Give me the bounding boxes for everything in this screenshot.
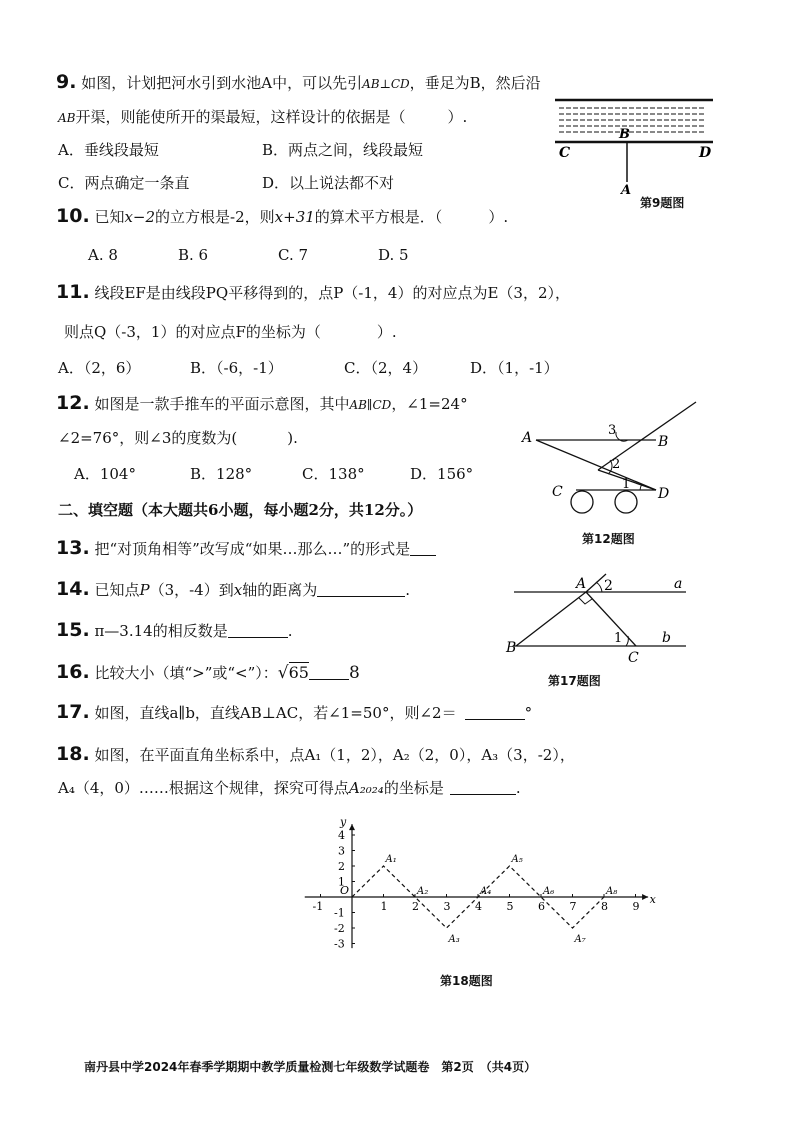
question-number: 9.	[56, 71, 77, 93]
option-d[interactable]: D．156°	[410, 465, 474, 483]
point-label: A₄	[480, 886, 492, 897]
question-17	[56, 702, 532, 723]
question-text: 的立方根是-2，则	[155, 208, 275, 226]
label-angle-2: 2	[612, 457, 621, 472]
label-angle-3: 3	[608, 423, 617, 438]
option-a[interactable]: A. 8	[88, 246, 118, 264]
y-tick-label: 1	[338, 875, 345, 889]
math-expression: x+31	[274, 208, 315, 226]
option-c[interactable]: C. 7	[278, 246, 309, 264]
sqrt-symbol: √	[277, 663, 289, 683]
question-text: 如图，在平面直角坐标系中，点A₁（1，2），A₂（2，0），A₃（3，-2），	[94, 746, 575, 764]
question-11	[56, 282, 570, 303]
answer-blank[interactable]	[410, 541, 436, 556]
wheel-right	[615, 491, 637, 513]
question-number: 16.	[56, 661, 90, 683]
point-label: A₇	[574, 934, 586, 945]
x-tick-label: 9	[632, 900, 640, 913]
figure-17	[506, 570, 696, 666]
answer-blank[interactable]	[309, 665, 349, 680]
segment-extension	[586, 574, 606, 592]
point-label: A₆	[543, 886, 555, 897]
question-9	[56, 72, 541, 94]
segment-ab	[516, 592, 586, 646]
period: .	[405, 581, 410, 599]
label-angle-1: 1	[622, 477, 631, 492]
question-text: 如图是一款手推车的平面示意图，其中	[94, 395, 350, 413]
y-axis-arrow	[349, 824, 355, 830]
option-c[interactable]: C．138°	[302, 465, 365, 483]
question-text: 已知点	[94, 581, 140, 599]
x-tick-label: 2	[412, 900, 419, 913]
math-expression: A₂₀₂₄	[348, 779, 384, 797]
figure-12-caption: 第12题图	[582, 532, 635, 546]
paren-close: ）.	[376, 323, 397, 341]
rhs-value: 8	[348, 663, 360, 683]
math-expression: x	[233, 581, 243, 599]
label-b: B	[658, 434, 669, 450]
radicand: 65	[288, 663, 309, 682]
math-expression: AB⊥CD	[362, 77, 410, 91]
answer-blank[interactable]	[450, 780, 516, 795]
label-line-b: b	[662, 630, 671, 646]
question-9-line2	[58, 107, 467, 128]
x-tick-label: -1	[312, 900, 324, 913]
question-text: 如图，直线a∥b，直线AB⊥AC，若∠1=50°，则∠2＝	[94, 704, 457, 722]
angle-1-arc	[626, 636, 628, 646]
paren-close: ）.	[488, 208, 509, 226]
period: .	[515, 779, 521, 797]
section-heading: 二、填空题（本大题共6小题，每小题2分，共12分。）	[58, 501, 423, 519]
question-text: 已知	[94, 208, 125, 226]
figure-12	[520, 398, 720, 516]
point-label: A₁	[385, 854, 397, 865]
option-c[interactable]: C．（2，4）	[344, 359, 428, 377]
paren-close: ).	[287, 429, 298, 447]
answer-blank[interactable]	[317, 582, 405, 597]
option-a[interactable]: A．104°	[74, 465, 136, 483]
wheel-left	[571, 491, 593, 513]
y-tick-label: -2	[334, 922, 345, 935]
angle-2-arc	[596, 582, 602, 592]
x-tick-label: 4	[475, 900, 482, 913]
paren-close: ）.	[447, 108, 468, 126]
math-expression: P	[139, 581, 150, 599]
figure-18-caption: 第18题图	[440, 974, 493, 988]
question-12-line2	[58, 428, 298, 448]
point-label: A₃	[448, 934, 460, 945]
question-text: 开渠，则能使所开的渠最短，这样设计的依据是（	[75, 108, 406, 126]
question-16	[56, 662, 360, 683]
option-c[interactable]: C．两点确定一条直	[58, 174, 190, 192]
answer-blank[interactable]	[228, 623, 288, 638]
question-12	[56, 393, 468, 415]
y-tick-label: 4	[338, 829, 345, 842]
point-label: A₂	[417, 886, 429, 897]
point-label: A₅	[511, 854, 523, 865]
question-15	[56, 620, 293, 641]
label-c-point: C	[628, 650, 639, 666]
label-angle-2: 2	[604, 578, 613, 594]
y-tick-label: 2	[338, 860, 345, 873]
question-text: π—3.14的相反数是	[94, 622, 228, 640]
question-11-line2	[64, 322, 397, 342]
question-13	[56, 538, 436, 559]
option-d[interactable]: D. 5	[378, 246, 409, 264]
label-line-a: a	[674, 576, 683, 592]
option-d[interactable]: D．以上说法都不对	[262, 174, 395, 192]
handle-segment-ad	[536, 440, 656, 490]
question-text: （3，-4）到	[149, 581, 234, 599]
question-text: 则点Q（-3，1）的对应点F的坐标为（	[64, 323, 321, 341]
math-expression: AB	[58, 111, 76, 125]
x-tick-label: 3	[443, 900, 451, 913]
y-axis-label: y	[340, 815, 347, 829]
question-18	[56, 744, 575, 765]
figure-17-caption: 第17题图	[548, 674, 601, 688]
option-b[interactable]: B．（-6，-1）	[190, 359, 283, 377]
question-number: 12.	[56, 392, 90, 414]
degree-sign: °	[524, 704, 533, 722]
question-text: ，∠1=24°	[391, 395, 468, 413]
question-18-line2	[58, 778, 521, 798]
math-expression: AB∥CD	[349, 398, 392, 412]
question-number: 14.	[56, 578, 90, 600]
question-number: 18.	[56, 743, 90, 765]
x-tick-label: 7	[569, 900, 577, 913]
figure-18-chart	[300, 800, 670, 970]
label-c: C	[552, 484, 563, 500]
label-b-point: B	[506, 640, 517, 656]
label-d: D	[699, 145, 712, 161]
y-tick-label: -1	[334, 906, 345, 920]
math-expression: x−2	[124, 208, 156, 226]
figure-9-caption: 第9题图	[640, 196, 685, 210]
question-text: 线段EF是由线段PQ平移得到的，点P（-1，4）的对应点为E（3，2），	[94, 284, 570, 302]
option-b[interactable]: B．128°	[190, 465, 253, 483]
question-text: A₄（4，0）……根据这个规律，探究可得点	[58, 779, 349, 797]
label-d: D	[658, 486, 670, 502]
x-tick-label: 5	[506, 900, 514, 913]
question-text: 轴的距离为	[242, 581, 318, 599]
label-a: A	[621, 183, 632, 198]
question-text: 的算术平方根是．（	[314, 208, 443, 226]
label-b: B	[619, 127, 630, 142]
question-text: 如图，计划把河水引到水池A中，可以先引	[81, 74, 363, 92]
point-label: A₈	[606, 886, 618, 897]
question-text: ，垂足为B，然后沿	[409, 74, 541, 92]
label-angle-1: 1	[614, 631, 623, 646]
option-b[interactable]: B. 6	[178, 246, 209, 264]
page-footer: 南丹县中学2024年春季学期期中教学质量检测七年级数学试题卷 第2页 （共4页）	[84, 1060, 537, 1074]
question-number: 13.	[56, 537, 90, 559]
question-number: 15.	[56, 619, 90, 641]
origin-label: O	[340, 884, 350, 897]
label-c: C	[559, 145, 571, 161]
x-axis-label: x	[649, 893, 656, 906]
option-a[interactable]: A．垂线段最短	[58, 141, 159, 159]
question-10	[56, 206, 508, 227]
question-text: 比较大小（填“>”或“<”）：	[94, 664, 278, 682]
x-tick-label: 8	[601, 900, 608, 913]
answer-blank[interactable]	[465, 705, 525, 720]
right-angle-mark	[579, 598, 592, 604]
y-tick-label: -3	[334, 937, 345, 951]
question-text: ∠2=76°，则∠3的度数为(	[58, 429, 238, 447]
y-tick-label: 3	[338, 844, 345, 858]
question-text: 把“对顶角相等”改写成“如果…那么…”的形式是	[94, 540, 411, 558]
option-a[interactable]: A．（2，6）	[58, 359, 141, 377]
option-d[interactable]: D．（1，-1）	[470, 359, 559, 377]
question-text: 的坐标是	[383, 779, 444, 797]
figure-9	[555, 96, 715, 200]
x-tick-label: 6	[538, 900, 545, 913]
option-b[interactable]: B．两点之间，线段最短	[262, 141, 424, 159]
label-a: A	[522, 430, 533, 446]
period: .	[287, 622, 293, 640]
question-number: 17.	[56, 701, 90, 723]
question-number: 11.	[56, 281, 90, 303]
x-tick-label: 1	[380, 900, 388, 913]
question-14	[56, 579, 410, 600]
label-a-point: A	[576, 576, 587, 592]
question-number: 10.	[56, 205, 90, 227]
x-axis-arrow	[642, 894, 648, 900]
